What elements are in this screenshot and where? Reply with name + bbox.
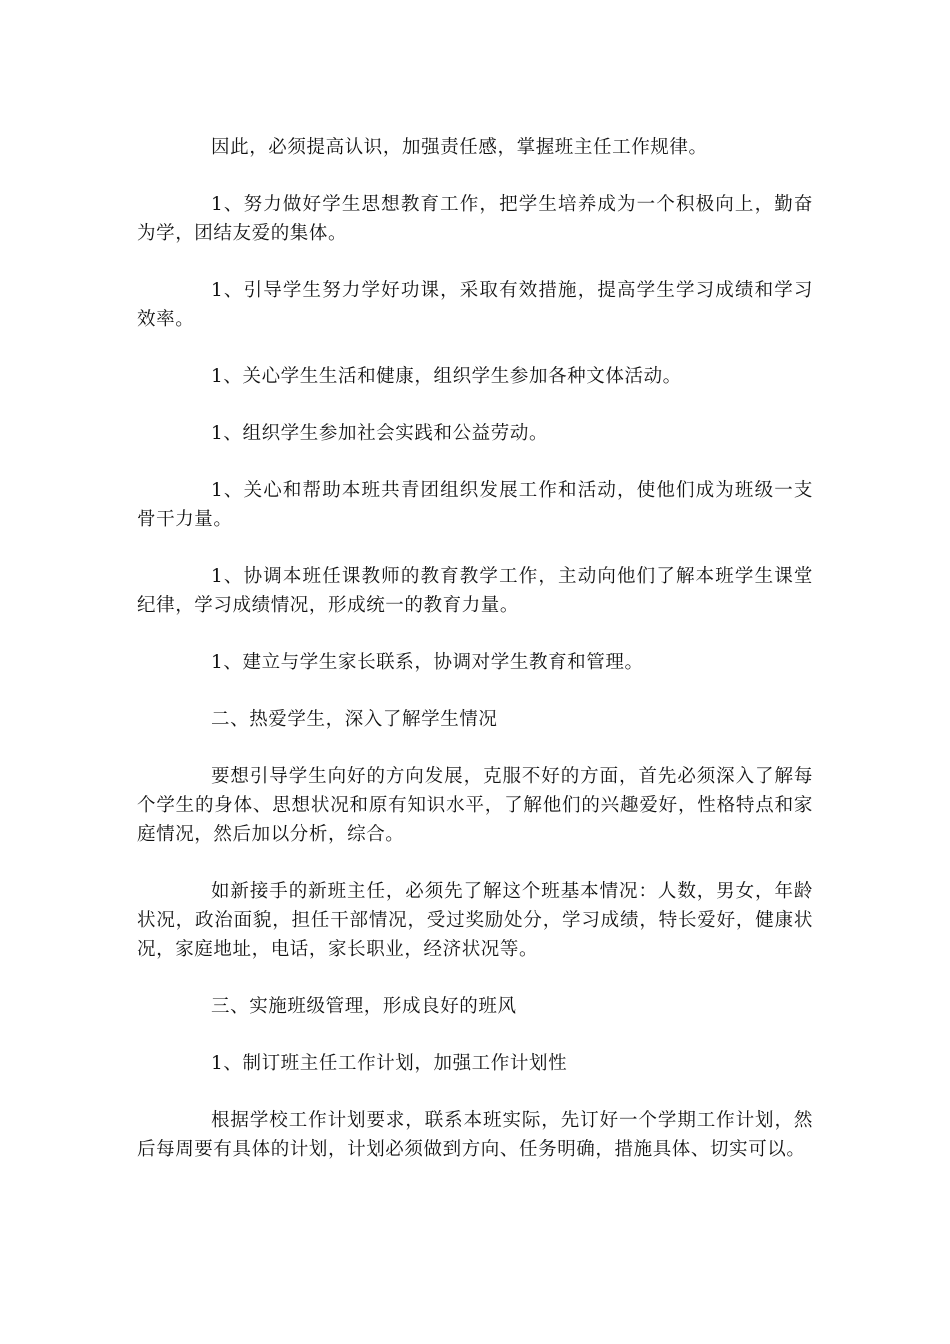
paragraph-item-practice: 1、组织学生参加社会实践和公益劳动。 <box>211 423 549 444</box>
section-heading-two: 二、热爱学生，深入了解学生情况 <box>211 709 498 730</box>
paragraph-item-health: 1、关心学生生活和健康，组织学生参加各种文体活动。 <box>211 366 682 387</box>
paragraph-plan-details: 根据学校工作计划要求，联系本班实际，先订好一个学期工作计划，然后每周要有具体的计划，计划必须做到方向、任务明确，措施具体、切实可以。 <box>137 1110 813 1160</box>
subheading-plan: 1、制订班主任工作计划，加强工作计划性 <box>211 1053 568 1074</box>
document-body <box>137 133 813 1192</box>
section-heading-three: 三、实施班级管理，形成良好的班风 <box>211 996 517 1017</box>
paragraph-item-study: 1、引导学生努力学好功课，采取有效措施，提高学生学习成绩和学习效率。 <box>137 280 813 330</box>
paragraph-item-ideology: 1、努力做好学生思想教育工作，把学生培养成为一个积极向上，勤奋为学，团结友爱的集体。 <box>137 194 813 244</box>
paragraph-item-teachers: 1、协调本班任课教师的教育教学工作，主动向他们了解本班学生课堂纪律，学习成绩情况，形成统一的教育力量。 <box>137 566 813 616</box>
paragraph-new-teacher: 如新接手的新班主任，必须先了解这个班基本情况：人数，男女，年龄状况，政治面貌，担任干部情况，受过奖励处分，学习成绩，特长爱好，健康状况，家庭地址，电话，家长职业，经济状况等。 <box>137 881 813 960</box>
paragraph-item-league: 1、关心和帮助本班共青团组织发展工作和活动，使他们成为班级一支骨干力量。 <box>137 480 813 530</box>
paragraph-intro: 因此，必须提高认识，加强责任感，掌握班主任工作规律。 <box>211 137 708 158</box>
paragraph-item-parents: 1、建立与学生家长联系，协调对学生教育和管理。 <box>211 652 644 673</box>
paragraph-understand-students: 要想引导学生向好的方向发展，克服不好的方面，首先必须深入了解每个学生的身体、思想状况和原有知识水平，了解他们的兴趣爱好，性格特点和家庭情况，然后加以分析，综合。 <box>137 766 813 845</box>
